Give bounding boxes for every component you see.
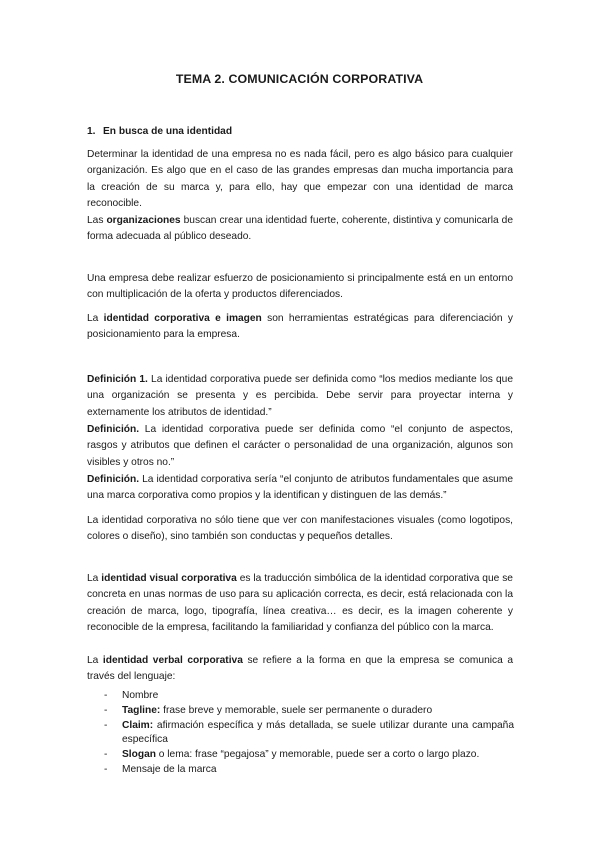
bold-term: identidad corporativa e imagen	[103, 313, 262, 324]
paragraph-7	[87, 653, 513, 686]
paragraph-5: La identidad corporativa no sólo tiene que ver con manifestaciones visuales (como logotipos, colores o diseño), sino también son conductas y pequeños detalles.	[87, 515, 513, 543]
text: se refiere a la forma en que la empresa se comunica a través del lenguaje:	[87, 655, 514, 683]
item-text: Nombre	[122, 690, 159, 701]
text: buscan crear una identidad fuerte, coherente, distintiva y comunicarla de forma adecuada al público deseado.	[87, 215, 513, 243]
paragraph-3: Una empresa debe realizar esfuerzo de posicionamiento si principalmente está en un entorno con multiplicación de la oferta y productos diferenciados.	[87, 273, 513, 301]
item-text: o lema: frase “pegajosa” y memorable, puede ser a corto o largo plazo.	[155, 749, 480, 761]
dash-bullet: -	[104, 704, 108, 716]
definition-label: Definición 1.	[87, 374, 148, 385]
list-item	[104, 748, 514, 763]
definition-1	[87, 372, 513, 421]
bold-term: Claim:	[122, 719, 154, 731]
definition-3	[87, 472, 513, 505]
text: La	[87, 313, 104, 324]
section-heading	[87, 124, 513, 140]
text: La	[87, 573, 102, 584]
paragraph-6	[87, 571, 513, 636]
dash-bullet: -	[104, 749, 108, 761]
paragraph-1: Determinar la identidad de una empresa no es nada fácil, pero es algo básico para cualquier organización. Es algo que en el caso de las grandes empresas dan mucha importancia para la creación de su marca y, para ello, hay que empezar con una identidad de marca reconocible.	[87, 149, 513, 209]
paragraph-4	[87, 311, 513, 344]
bullet-list	[104, 689, 514, 778]
text: La	[87, 655, 103, 666]
bold-term: Slogan	[122, 749, 156, 761]
dash-bullet: -	[104, 763, 108, 775]
list-item	[104, 689, 514, 704]
text: es la traducción simbólica de la identidad corporativa que se concreta en unas normas de uso para su aplicación correcta, es decir, está relacionada con la creación de marca, logo, tipografía, línea creativa… es decir, es la imagen coherente y reconocible de la empresa, facilitando la familiaridad y confianza del público con la marca.	[87, 573, 513, 633]
text: son herramientas estratégicas para diferenciación y posicionamiento para la empresa.	[87, 313, 513, 341]
definition-text: La identidad corporativa sería “el conjunto de atributos fundamentales que asume una marca corporativa como propios y la identifican y distinguen de las demás.”	[87, 474, 513, 502]
page-title: TEMA 2. COMUNICACIÓN CORPORATIVA	[175, 72, 424, 86]
definition-label: Definición.	[87, 424, 140, 435]
dash-bullet: -	[104, 690, 108, 701]
dash-bullet: -	[104, 719, 108, 731]
bold-term: organizaciones	[106, 215, 181, 226]
definition-text: La identidad corporativa puede ser definida como “el conjunto de aspectos, rasgos y atributos que definen el carácter o personalidad de una organización, algunos son visibles y otros no.”	[87, 424, 513, 468]
definition-label: Definición.	[87, 474, 140, 485]
item-text: frase breve y memorable, suele ser permanente o duradero	[160, 704, 433, 716]
bold-term: identidad verbal corporativa	[102, 655, 243, 666]
list-item	[104, 719, 514, 749]
list-item	[104, 763, 514, 778]
definition-2	[87, 422, 513, 471]
paragraph-2	[87, 213, 513, 246]
section-title: En busca de una identidad	[103, 126, 233, 137]
item-text: Mensaje de la marca	[122, 763, 217, 775]
definition-text: La identidad corporativa puede ser definida como “los medios mediante los que una organización se presenta y es percibida. Debe servir para proyectar interna y externamente los atributos de identidad.”	[87, 374, 513, 418]
bold-term: Tagline:	[122, 704, 161, 716]
item-text: afirmación específica y más detallada, se suele utilizar durante una campaña específica	[122, 719, 514, 746]
bold-term: identidad visual corporativa	[101, 573, 237, 584]
list-item	[104, 704, 514, 719]
text: Las	[87, 215, 107, 226]
section-number: 1.	[87, 126, 96, 137]
